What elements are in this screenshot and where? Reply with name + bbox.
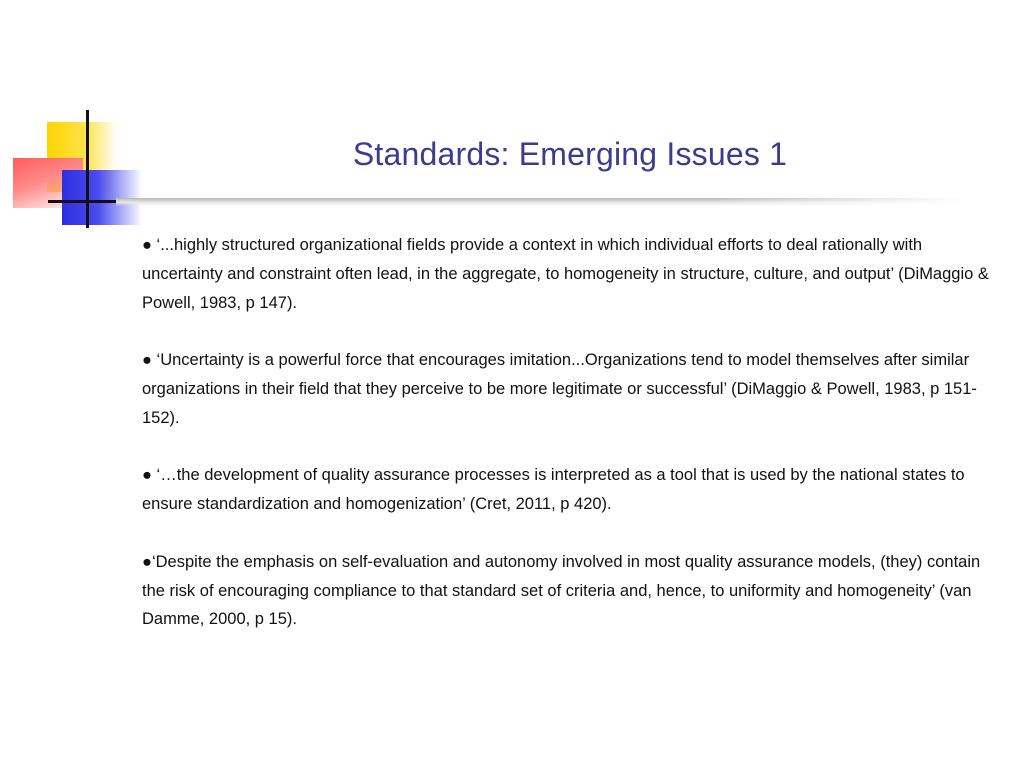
bullet-marker: ● [142,466,152,485]
slide-title: Standards: Emerging Issues 1 [352,136,788,172]
bullet-list [142,231,1002,663]
bullet-marker: ● [142,552,152,571]
title-underline-rule [116,198,966,206]
bullet-item [142,346,1002,432]
bullet-marker: ● [142,351,152,370]
bullet-marker: ● [142,236,152,254]
bullet-item [142,461,1002,519]
vertical-line [86,110,89,228]
bullet-text: ‘...highly structured organizational fields provide a context in which individual efforts to deal rationally with uncertainty and constraint often lead, in the aggregate, to homogeneity in structure, culture, and output’ (DiMaggio & Powell, 1983, p 147). [142,236,989,312]
bullet-item [142,231,1002,317]
bullet-text: ‘…the development of quality assurance processes is interpreted as a tool that is used by the national states to ensure standardization and homogenization’ (Cret, 2011, p 420). [142,466,965,514]
bullet-item [142,548,1002,634]
bullet-text: ‘Despite the emphasis on self-evaluation and autonomy involved in most quality assurance models, (they) contain the risk of encouraging compliance to that standard set of criteria and, hence, to uniformity and homogeneity’ (van Damme, 2000, p 15). [142,552,981,629]
bullet-text: ‘Uncertainty is a powerful force that encourages imitation...Organizations tend to model themselves after similar organizations in their field that they perceive to be more legitimate or successful’ (DiMaggio & Powell, 1983, p 151-152). [142,351,977,427]
horizontal-line [48,200,118,203]
